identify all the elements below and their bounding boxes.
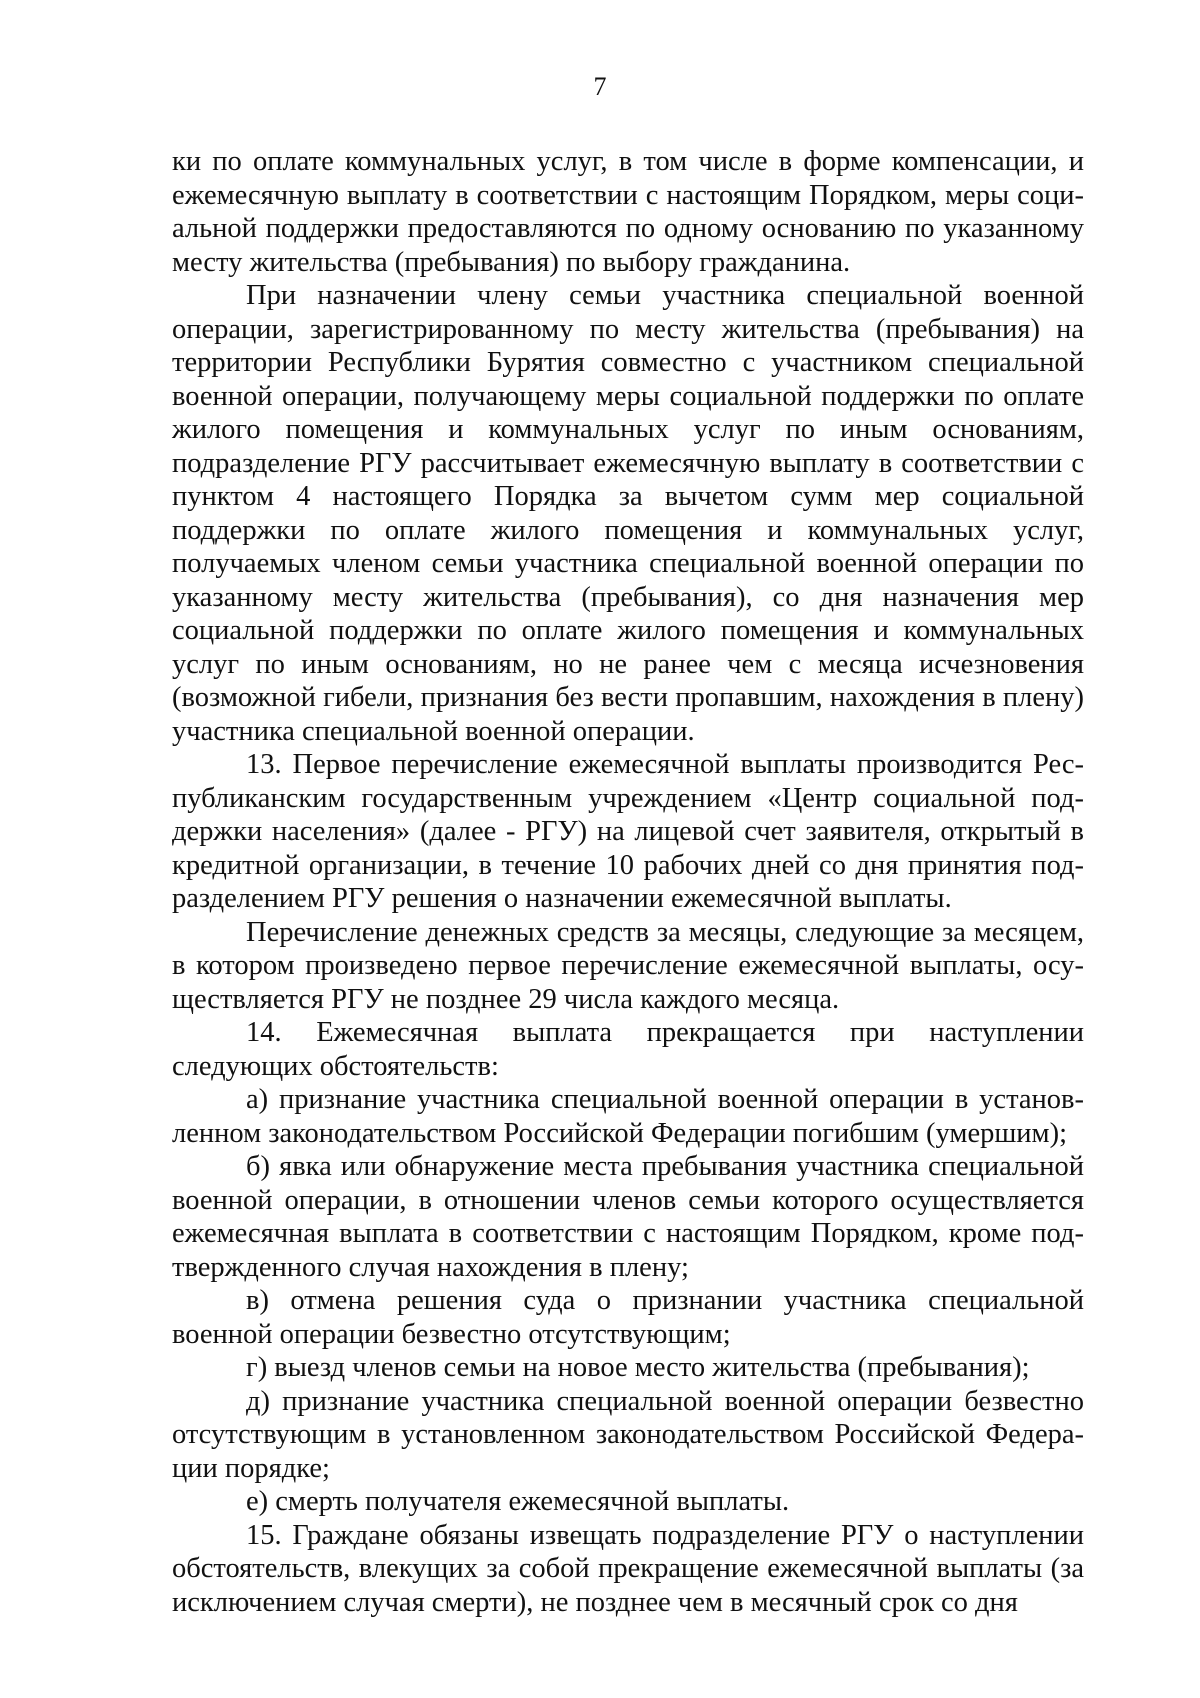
paragraph-clause-13: 13. Первое перечисление ежемесячной выплаты производится Республиканским государственным учреждением «Центр социальной поддержки населения» (далее - РГУ) на лицевой счет заявителя, открытый в кредитной организации, в течение 10 рабочих дней со дня принятия подразделением РГУ решения о назначении ежемесячной выплаты.	[172, 749, 1084, 914]
list-item-a: а) признание участника специальной военной операции в установленном законодательством Российской Федерации погибшим (умершим);	[172, 1084, 1084, 1149]
paragraph-family-member-calculation: При назначении члену семьи участника специальной военной операции, зарегистрированному по месту жительства (пребывания) на территории Республики Бурятия совместно с участником специальной военной операции, получающему меры социальной поддержки по оплате жилого помещения и коммунальных услуг по иным основаниям, подразделение РГУ рассчитывает ежемесячную выплату в соответствии с пунктом 4 настоящего Порядка за вычетом сумм мер социальной поддержки по оплате жилого помещения и коммунальных услуг, получаемых членом семьи участника специальной военной операции по указанному месту жительства (пребывания), со дня назначения мер социальной поддержки по оплате жилого помещения и коммунальных услуг по иным основаниям, но не ранее чем с месяца исчезновения (возможной гибели, признания без вести пропавшим, нахождения в плену) участника специальной военной операции.	[172, 280, 1084, 747]
list-item-b: б) явка или обнаружение места пребывания участника специальной военной операции, в отношении членов семьи которого осуществляется ежемесячная выплата в соответствии с настоящим Порядком, кроме подтвержденного случая нахождения в плену;	[172, 1151, 1084, 1283]
document-body	[172, 145, 1084, 1619]
paragraph-clause-15: 15. Граждане обязаны извещать подразделение РГУ о наступлении обстоятельств, влекущих за собой прекращение ежемесячной выплаты (за исключением случая смерти), не позднее чем в месячный срок со дня	[172, 1519, 1084, 1618]
paragraph-continuation: ки по оплате коммунальных услуг, в том числе в форме компенсации, и ежемесячную выплату в соответствии с настоящим Порядком, меры социальной поддержки предоставляются по одному основанию по указанному месту жительства (пребывания) по выбору гражданина.	[172, 146, 1084, 278]
page-number: 7	[593, 72, 607, 101]
list-item-v: в) отмена решения суда о признании участника специальной военной операции безвестно отсутствующим;	[172, 1285, 1084, 1350]
paragraph-transfer-deadline: Перечисление денежных средств за месяцы, следующие за месяцем, в котором произведено первое перечисление ежемесячной выплаты, осуществляется РГУ не позднее 29 числа каждого месяца.	[172, 916, 1084, 1015]
list-item-e: е) смерть получателя ежемесячной выплаты.	[246, 1486, 790, 1517]
paragraph-clause-14: 14. Ежемесячная выплата прекращается при наступлении следующих обстоятельств:	[172, 1017, 1084, 1082]
list-item-d: д) признание участника специальной военной операции безвестно отсутствующим в установленном законодательством Российской Федерации порядке;	[172, 1385, 1084, 1484]
list-item-g: г) выезд членов семьи на новое место жительства (пребывания);	[246, 1352, 1030, 1383]
